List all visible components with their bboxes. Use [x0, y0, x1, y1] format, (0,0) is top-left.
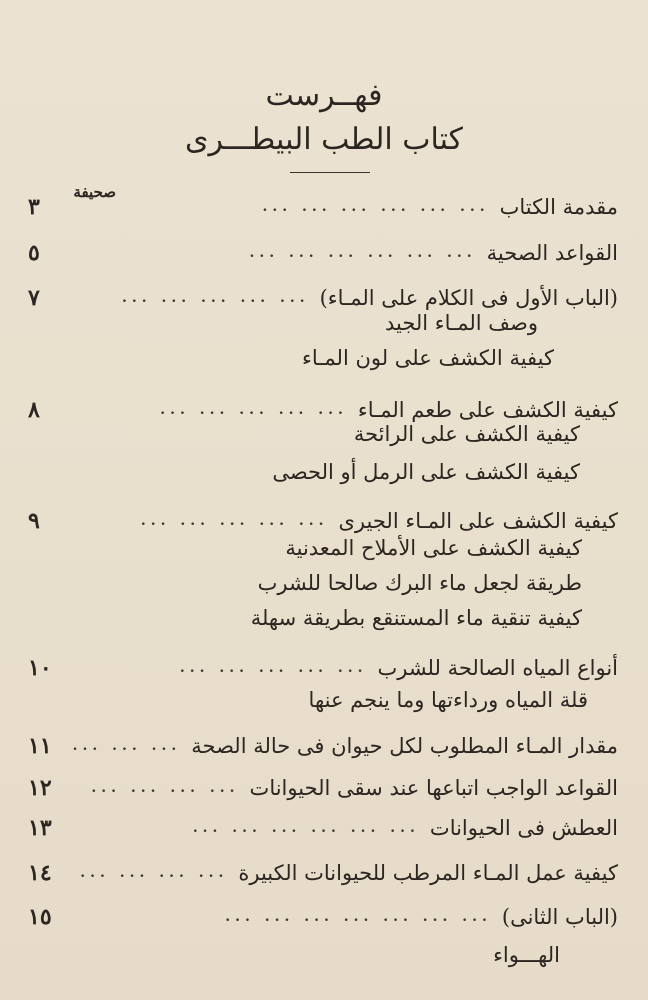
toc-page-number: ١٤ — [28, 860, 52, 886]
leader-dots: ... ... ... ... — [91, 780, 240, 796]
toc-page-number: ٣ — [28, 194, 40, 220]
leader-dots: ... ... ... ... ... ... ... — [225, 909, 492, 925]
toc-row — [28, 281, 618, 315]
toc-entry-label: كيفية الكشف على طعم المـاء — [357, 398, 618, 422]
toc-entry-label: كيفية الكشف على المـاء الجيرى — [338, 509, 618, 533]
toc-entry-label: مقدمة الكتاب — [499, 195, 618, 219]
toc-row — [28, 900, 618, 934]
toc-subentry: طريقة لجعل ماء البرك صالحا للشرب — [257, 571, 582, 595]
toc-page-number: ٧ — [28, 285, 40, 311]
toc-page-number: ٥ — [28, 240, 40, 266]
leader-dots: ... ... ... ... ... — [160, 402, 348, 418]
leader-dots: ... ... ... — [72, 738, 182, 754]
toc-page-number: ١٢ — [28, 775, 52, 801]
toc-subentry: كيفية الكشف على الأملاح المعدنية — [285, 536, 582, 560]
toc-subentry: الهـــواء — [493, 943, 560, 967]
toc-entry-label: مقدار المـاء المطلوب لكل حيوان فى حالة الصحة — [191, 734, 618, 758]
toc-entry-label: (الباب الثانى) — [501, 905, 618, 929]
leader-dots: ... ... ... ... ... — [140, 513, 329, 529]
toc-subentry: كيفية تنقية ماء المستنقع بطريقة سهلة — [250, 606, 582, 630]
toc-subentry: كيفية الكشف على لون المـاء — [301, 346, 554, 370]
toc-entry-label: أنواع المياه الصالحة للشرب — [377, 656, 618, 680]
toc-entry-label: القواعد الصحية — [486, 241, 618, 265]
toc-entry-label: (الباب الأول فى الكلام على المـاء) — [319, 286, 618, 310]
toc-page-number: ١٠ — [28, 655, 52, 681]
toc-row — [28, 729, 618, 763]
toc-entry-label: العطش فى الحيوانات — [429, 816, 618, 840]
toc-entry-label: القواعد الواجب اتباعها عند سقى الحيوانات — [249, 776, 618, 800]
toc-row — [28, 811, 618, 845]
toc-row — [28, 236, 618, 270]
toc-row — [28, 504, 618, 538]
toc-subentry: كيفية الكشف على الرمل أو الحصى — [272, 460, 580, 484]
title-rule — [290, 172, 370, 173]
leader-dots: ... ... ... ... ... ... — [262, 199, 490, 215]
toc-row — [28, 856, 618, 890]
page-column-label: صحيفة — [73, 183, 116, 201]
toc-subentry: قلة المياه ورداءتها وما ينجم عنها — [308, 688, 588, 712]
leader-dots: ... ... ... ... ... ... — [192, 820, 420, 836]
toc-row — [28, 651, 618, 685]
toc-page-number: ١١ — [28, 733, 52, 759]
leader-dots: ... ... ... ... — [80, 865, 229, 881]
toc-title: فهــرست — [265, 78, 383, 113]
book-title: كتاب الطب البيطـــرى — [185, 122, 463, 157]
toc-page-number: ١٥ — [28, 904, 52, 930]
toc-page-number: ٩ — [28, 508, 40, 534]
toc-subentry: وصف المـاء الجيد — [384, 311, 538, 335]
toc-subentry: كيفية الكشف على الرائحة — [353, 422, 580, 446]
toc-entry-label: كيفية عمل المـاء المرطب للحيوانات الكبيرة — [238, 861, 618, 885]
toc-page-number: ٨ — [28, 397, 40, 423]
leader-dots: ... ... ... ... ... — [179, 660, 368, 676]
leader-dots: ... ... ... ... ... — [121, 290, 310, 306]
toc-row — [28, 771, 618, 805]
toc-row — [28, 190, 618, 224]
leader-dots: ... ... ... ... ... ... — [249, 245, 477, 261]
toc-page-number: ١٣ — [28, 815, 52, 841]
